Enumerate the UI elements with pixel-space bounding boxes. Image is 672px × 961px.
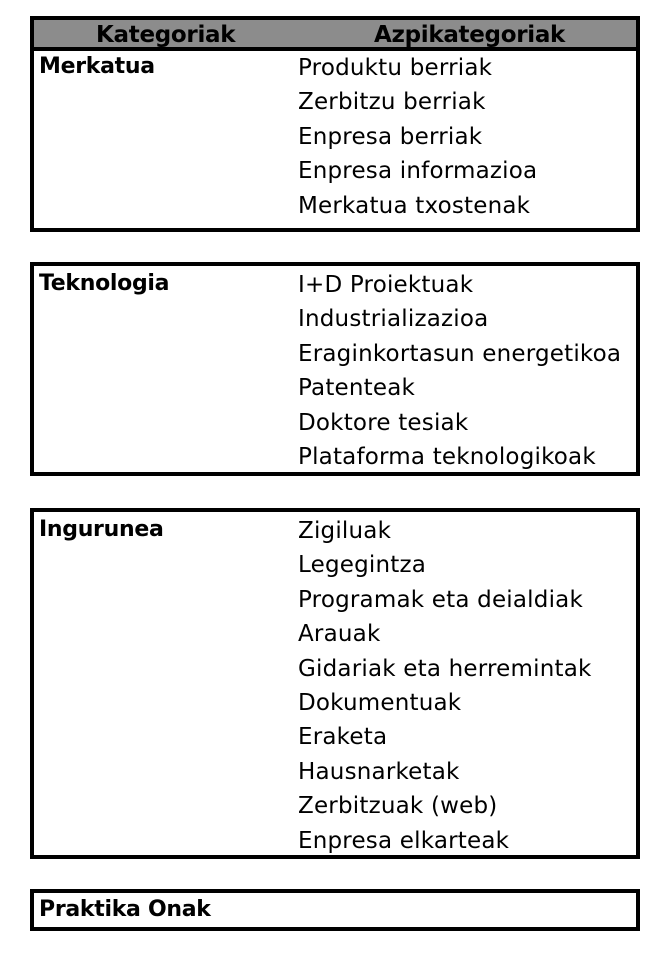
category-name: Praktika Onak [39,897,211,922]
subcategory-item: Programak eta deialdiak [298,586,583,613]
subcategory-item: Hausnarketak [298,758,460,785]
subcategory-item: Zerbitzu berriak [298,89,486,116]
subcategory-item: Enpresa informazioa [298,158,538,185]
category-table-teknologia [30,262,640,476]
subcategory-item: Enpresa berriak [298,123,483,150]
category-table-praktika-onak [30,889,640,931]
subcategory-item: Eraketa [298,724,388,751]
subcategory-item: Legegintza [298,552,427,579]
subcategory-list [298,514,592,858]
subcategory-list [298,51,537,223]
subcategory-item: Gidariak eta herremintak [298,655,592,682]
subcategory-item: Zerbitzuak (web) [298,793,498,820]
category-table-merkatua [30,16,640,232]
category-name: Teknologia [39,271,170,296]
category-table-ingurunea [30,508,640,859]
subcategory-item: Arauak [298,621,381,648]
subcategory-item: Doktore tesiak [298,409,469,436]
subcategory-item: Enpresa elkarteak [298,827,510,854]
subcategory-item: Eraginkortasun energetikoa [298,340,622,367]
subcategory-item: Patenteak [298,375,416,402]
subcategory-item: Zigiluak [298,518,392,544]
subcategory-item: Produktu berriak [298,55,493,81]
category-name: Ingurunea [39,517,164,542]
subcategory-item: Industrializazioa [298,306,489,333]
category-name: Merkatua [39,54,155,79]
subcategory-list [298,268,621,474]
header-subcategory-label: Azpikategoriak [374,22,566,48]
subcategory-item: Merkatua txostenak [298,192,531,219]
subcategory-item: Plataforma teknologikoak [298,444,596,471]
header-category-label: Kategoriak [96,22,236,48]
subcategory-item: Dokumentuak [298,690,462,717]
table-header [34,20,636,51]
subcategory-item: I+D Proiektuak [298,272,474,298]
